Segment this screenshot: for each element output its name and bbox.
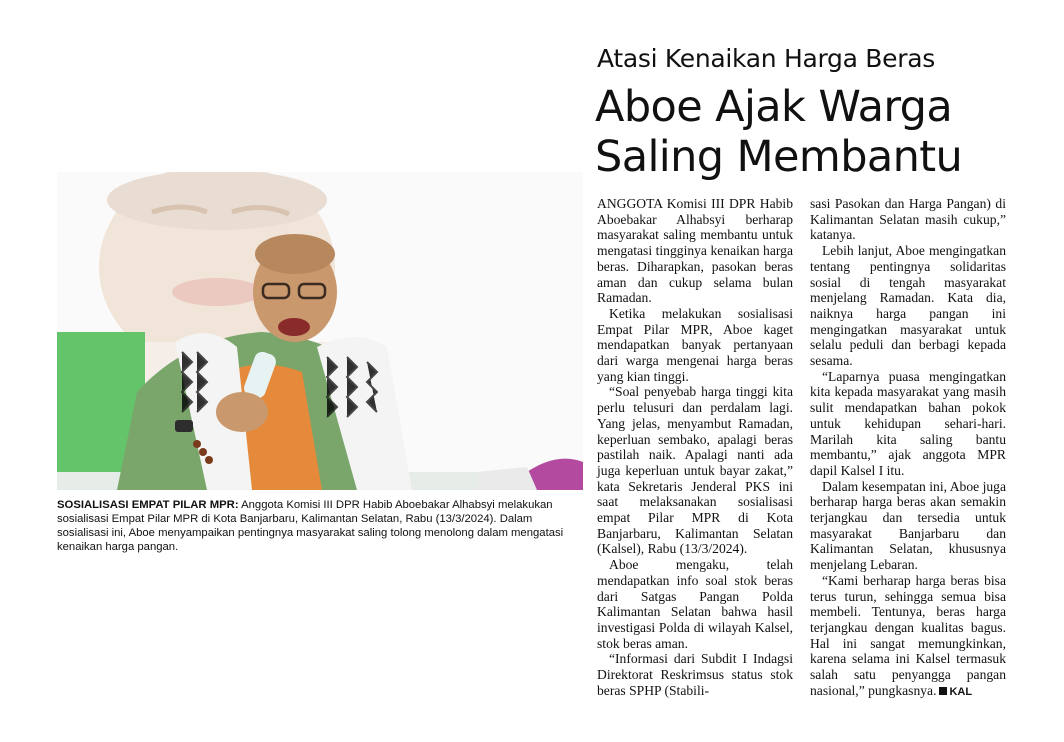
body-paragraph: Lebih lanjut, Aboe mengingatkan tentang pentingnya solidaritas sosial di tengah masyarakat menjelang Ramadan. Kata dia, naiknya harga pangan ini mengingatkan masyarakat untuk selalu peduli dan berbagi kepada sesama. [810, 243, 1006, 369]
body-paragraph-text: “Kami berharap harga beras bisa terus turun, sehingga semua bisa membeli. Tentunya, beras harga terjangkau dengan kualitas bagus. Hal ini sangat memungkinkan, karena selama ini Kalsel termasuk salah satu penyangga pangan nasional,” pungkasnya. [810, 572, 1006, 698]
body-paragraph: ANGGOTA Komisi III DPR Habib Aboebakar Alhabsyi berharap masyarakat saling membantu untuk mengatasi tingginya kenaikan harga beras. Diharapkan, pasokan beras aman dan cukup selama bulan Ramadan. [597, 196, 793, 306]
body-paragraph: “Informasi dari Subdit I Indagsi Direktorat Reskrimsus status stok beras SPHP (Stabili- [597, 651, 793, 698]
body-paragraph: Dalam kesempatan ini, Aboe juga berharap harga beras akan semakin terjangkau dan tersedia untuk masyarakat Banjarbaru dan Kalimantan Selatan, khususnya menjelang Lebaran. [810, 478, 1006, 573]
end-mark-icon [939, 687, 947, 695]
article-headline: Aboe Ajak Warga Saling Membantu [595, 82, 963, 182]
caption-text: Anggota Komisi III DPR Habib Aboebakar Alhabsyi melakukan sosialisasi Empat Pilar MPR di Kota Banjarbaru, Kalimantan Selatan, Rabu (13/3/2024). Dalam sosialisasi ini, Aboe menyampaikan pentingnya masyarakat saling tolong menolong dalam mengatasi kenaikan harga pangan. [57, 499, 564, 553]
body-paragraph: “Soal penyebab harga tinggi kita perlu telusuri dan perdalam lagi. Yang jelas, menyambut Ramadan, keperluan sembako, apalagi beras pastilah naik. Apalagi nanti ada juga keperluan untuk bayar zakat,” kata Sekretaris Jenderal PKS ini saat melaksanakan sosialisasi empat Pilar MPR di Kota Banjarbaru, Kalimantan Selatan (Kalsel), Rabu (13/3/2024). [597, 384, 793, 557]
article-photo [57, 172, 583, 490]
article-kicker: Atasi Kenaikan Harga Beras [597, 44, 935, 73]
photo-caption [57, 498, 583, 554]
article-column-2 [810, 196, 1006, 701]
body-paragraph: Aboe mengaku, telah mendapatkan info soal stok beras dari Satgas Pangan Polda Kalimantan Selatan bahwa hasil investigasi Polda di wilayah Kalsel, stok beras aman. [597, 557, 793, 651]
body-paragraph-last [810, 573, 1006, 701]
article-column-1 [597, 196, 793, 699]
caption-lead: SOSIALISASI EMPAT PILAR MPR: [57, 499, 239, 511]
body-paragraph: sasi Pasokan dan Harga Pangan) di Kalimantan Selatan masih cukup,” katanya. [810, 196, 1006, 243]
body-paragraph: Ketika melakukan sosialisasi Empat Pilar MPR, Aboe kaget mendapatkan banyak pertanyaan dari warga mengenai harga beras yang kian tinggi. [597, 305, 793, 384]
body-paragraph: “Laparnya puasa mengingatkan kita kepada masyarakat yang masih sulit mendapatkan bahan pokok untuk kehidupan sehari-hari. Marilah kita saling bantu membantu,” ajak anggota MPR dapil Kalsel I itu. [810, 368, 1006, 478]
author-signoff: KAL [949, 685, 973, 698]
